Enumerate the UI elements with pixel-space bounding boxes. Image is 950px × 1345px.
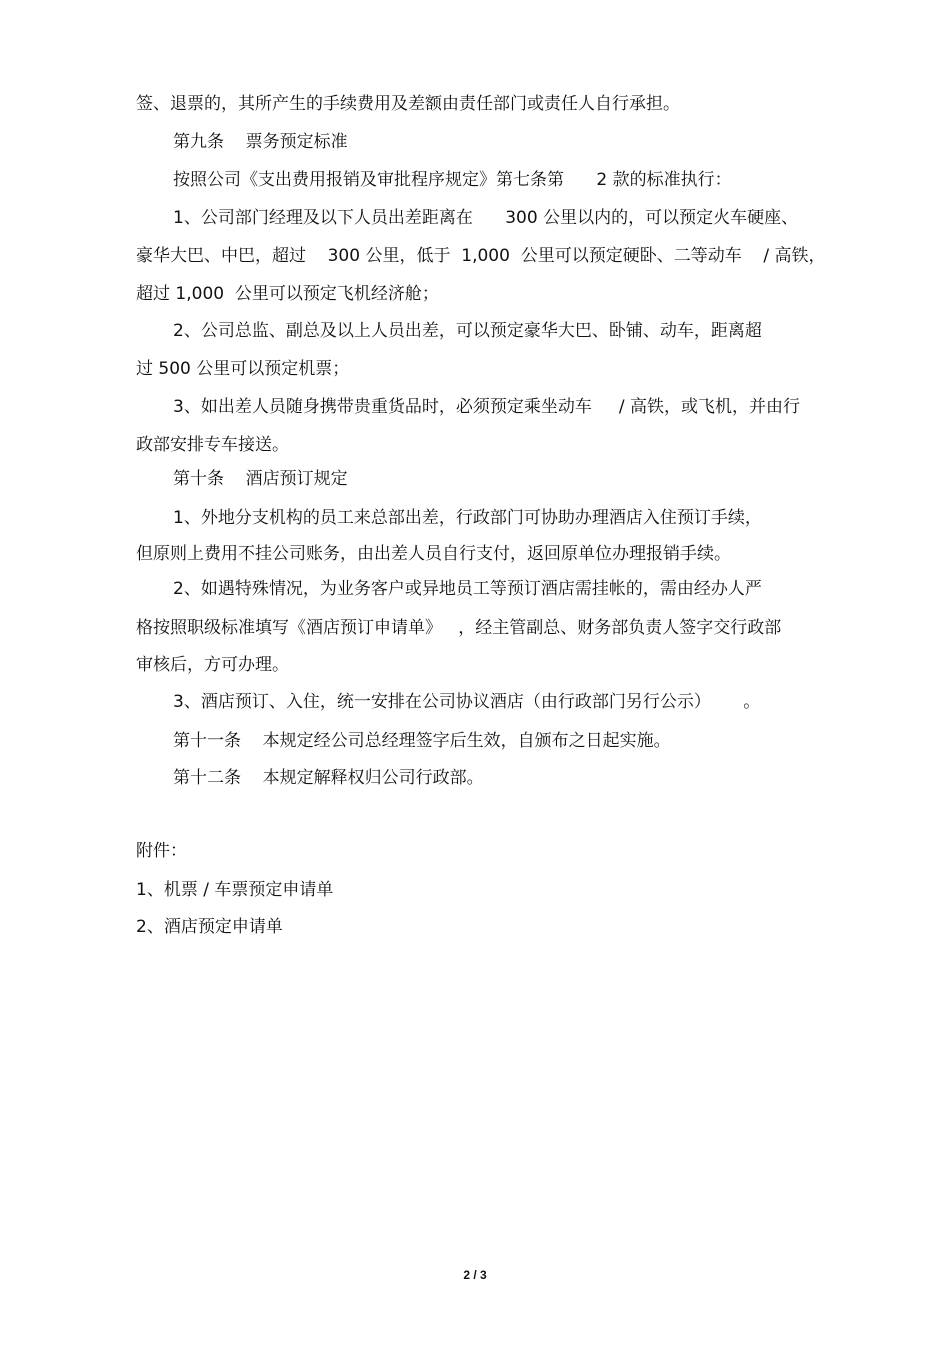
list-item-line: 2、如遇特殊情况，为业务客户或异地员工等预订酒店需挂帐的，需由经办人严 (173, 579, 762, 599)
paragraph-line: 过 500 公里可以预定机票； (136, 359, 350, 379)
paragraph-line: 按照公司《支出费用报销及审批程序规定》第七条第 2 款的标准执行： (173, 170, 732, 190)
article-heading-12: 第十二条 本规定解释权归公司行政部。 (173, 768, 484, 788)
paragraph-line: 政部安排专车接送。 (136, 435, 289, 455)
attachment-item: 1、机票 / 车票预定申请单 (136, 880, 334, 900)
list-item-line: 3、酒店预订、入住，统一安排在公司协议酒店（由行政部门另行公示） 。 (173, 692, 761, 712)
article-heading-9: 第九条 票务预定标准 (173, 132, 348, 152)
paragraph-line: 豪华大巴、中巴，超过 300 公里，低于 1,000 公里可以预定硬卧、二等动车 / 高铁， (136, 246, 826, 266)
article-heading-11: 第十一条 本规定经公司总经理签字后生效，自颁布之日起实施。 (173, 731, 671, 751)
attachment-item: 2、酒店预定申请单 (136, 917, 283, 937)
paragraph-line: 审核后，方可办理。 (136, 655, 289, 675)
paragraph-line: 格按照职级标准填写《酒店预订申请单》 ，经主管副总、财务部负责人签字交行政部 (136, 618, 782, 638)
list-item-line: 3、如出差人员随身携带贵重货品时，必须预定乘坐动车 / 高铁，或飞机，并由行 (173, 397, 800, 417)
list-item-line: 1、公司部门经理及以下人员出差距离在 300 公里以内的，可以预定火车硬座、 (173, 208, 799, 228)
paragraph-line: 签、退票的，其所产生的手续费用及差额由责任部门或责任人自行承担。 (136, 94, 680, 114)
attachments-heading: 附件： (136, 841, 187, 861)
list-item-line: 1、外地分支机构的员工来总部出差，行政部门可协助办理酒店入住预订手续， (173, 508, 762, 528)
paragraph-line: 超过 1,000 公里可以预定飞机经济舱； (136, 284, 439, 304)
article-heading-10: 第十条 酒店预订规定 (173, 469, 348, 489)
page-number: 2 / 3 (463, 1268, 487, 1282)
list-item-line: 2、公司总监、副总及以上人员出差，可以预定豪华大巴、卧铺、动车，距离超 (173, 321, 762, 341)
paragraph-line: 但原则上费用不挂公司账务，由出差人员自行支付，返回原单位办理报销手续。 (136, 544, 731, 564)
